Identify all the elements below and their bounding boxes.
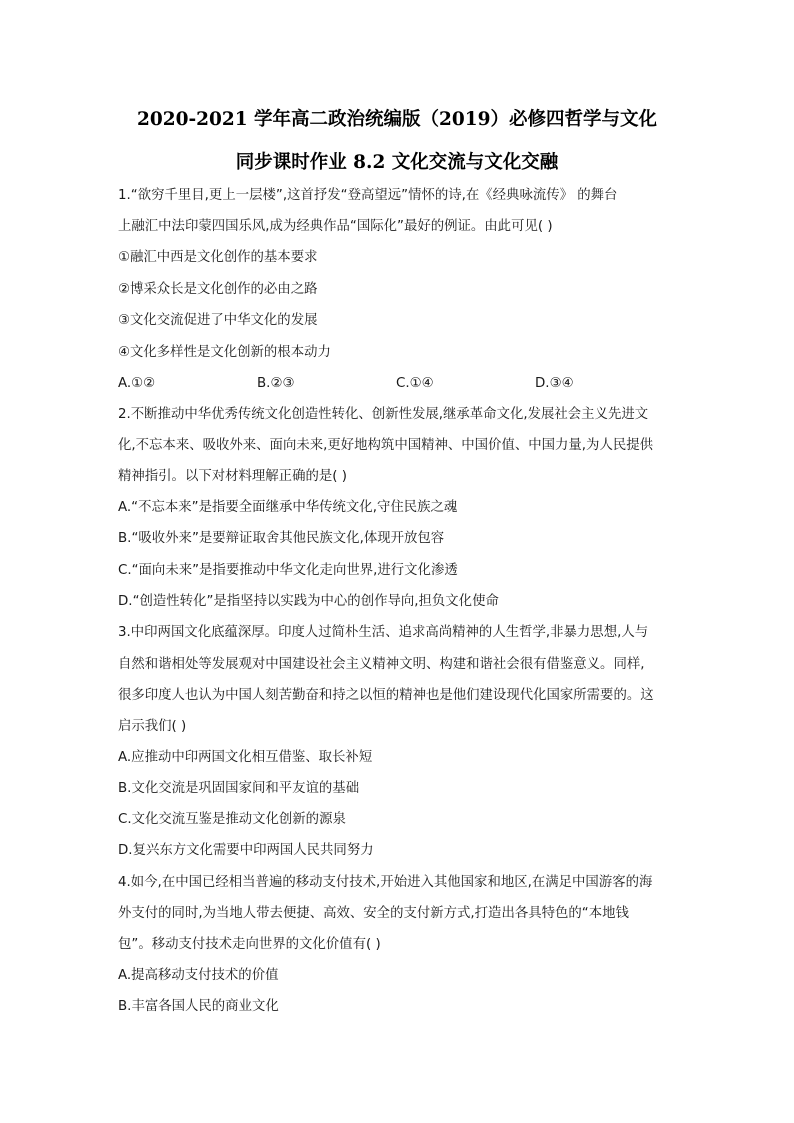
- answer-option-b: B.“吸收外来”是要辩证取舍其他民族文化,体现开放包容: [118, 531, 445, 546]
- question-stem-line: 自然和谐相处等发展观对中国建设社会主义精神文明、构建和谐社会很有借鉴意义。同样,: [118, 657, 645, 672]
- document-title-line-1: 2020-2021 学年高二政治统编版（2019）必修四哲学与文化: [136, 109, 658, 130]
- answer-option-a: A.“不忘本来”是指要全面继承中华传统文化,守住民族之魂: [118, 500, 458, 515]
- statement-item: ③文化交流促进了中华文化的发展: [118, 313, 318, 328]
- answer-option-b: B.文化交流是巩固国家间和平友谊的基础: [118, 781, 360, 796]
- question-stem-line: 很多印度人也认为中国人刻苦勤奋和持之以恒的精神也是他们建设现代化国家所需要的。这: [118, 688, 654, 703]
- answer-option-d: D.“创造性转化”是指坚持以实践为中心的创作导向,担负文化使命: [118, 594, 499, 609]
- answer-option-a: A.①②: [118, 376, 156, 391]
- question-stem-line: 4.如今,在中国已经相当普遍的移动支付技术,开始进入其他国家和地区,在满足中国游客的海: [118, 875, 653, 890]
- question-stem-line: 外支付的同时,为当地人带去便捷、高效、安全的支付新方式,打造出各具特色的“本地钱: [118, 906, 629, 921]
- question-stem-line: 1.“欲穷千里目,更上一层楼”,这首抒发“登高望远”情怀的诗,在《经典咏流传》 的舞台: [118, 188, 618, 203]
- question-stem-line: 2.不断推动中华优秀传统文化创造性转化、创新性发展,继承革命文化,发展社会主义先进文: [118, 407, 649, 422]
- answer-option-a: A.应推动中印两国文化相互借鉴、取长补短: [118, 750, 373, 765]
- answer-option-a: A.提高移动支付技术的价值: [118, 968, 279, 983]
- answer-option-c: C.“面向未来”是指要推动中华文化走向世界,进行文化渗透: [118, 563, 458, 578]
- answer-option-c: C.①④: [396, 376, 434, 391]
- question-stem-line: 包”。移动支付技术走向世界的文化价值有( ): [118, 937, 381, 952]
- question-stem-line: 3.中印两国文化底蕴深厚。印度人过简朴生活、追求高尚精神的人生哲学,非暴力思想,人与: [118, 625, 649, 640]
- question-stem-line: 化,不忘本来、吸收外来、面向未来,更好地构筑中国精神、中国价值、中国力量,为人民提供: [118, 438, 654, 453]
- statement-item: ④文化多样性是文化创新的根本动力: [118, 345, 331, 360]
- answer-option-b: B.②③: [257, 376, 295, 391]
- question-stem-line: 启示我们( ): [118, 719, 187, 734]
- question-stem-line: 上融汇中法印蒙四国乐风,成为经典作品“国际化”最好的例证。由此可见( ): [118, 219, 553, 234]
- answer-option-d: D.复兴东方文化需要中印两国人民共同努力: [118, 843, 374, 858]
- statement-item: ②博采众长是文化创作的必由之路: [118, 282, 318, 297]
- answer-option-c: C.文化交流互鉴是推动文化创新的源泉: [118, 812, 346, 827]
- answer-option-b: B.丰富各国人民的商业文化: [118, 999, 279, 1014]
- statement-item: ①融汇中西是文化创作的基本要求: [118, 250, 318, 265]
- document-title-line-2: 同步课时作业 8.2 文化交流与文化交融: [235, 152, 559, 173]
- answer-option-d: D.③④: [535, 376, 574, 391]
- question-stem-line: 精神指引。以下对材料理解正确的是( ): [118, 469, 347, 484]
